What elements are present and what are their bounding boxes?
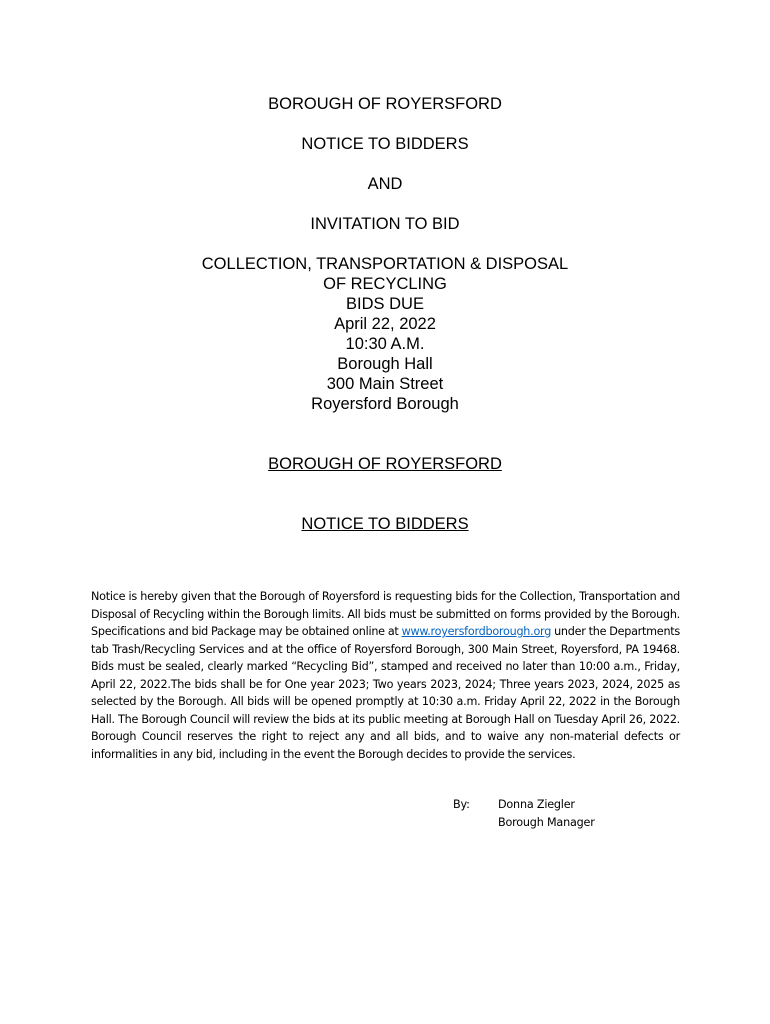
paragraph-text-after-link: under the Departments tab Trash/Recycling Services and at the office of Royersford Borough, 300 Main Street, Royersford, PA 19468. Bids must be sealed, clearly marked “Recycling Bid”, stamped and received no later than 10:00 a.m., Friday, April 22, 2022.The bids shall be for One year 2023; Two years 2023, 2024; Three years 2023, 2024, 2025 as selected by the Borough. All bids will be opened promptly at 10:30 a.m. Friday April 22, 2022 in the Borough Hall. The Borough Council will review the bids at its public meeting at Borough Hall on Tuesday April 26, 2022. Borough Council reserves the right to reject any and all bids, and to waive any non-material defects or informalities in any bid, including in the event the Borough decides to provide the services.	[91, 625, 680, 761]
section-notice-heading	[0, 514, 770, 534]
section-borough-text: BOROUGH OF ROYERSFORD	[268, 455, 502, 473]
street-address: 300 Main Street	[326, 375, 444, 393]
municipality: Royersford Borough	[311, 395, 459, 413]
title-notice: NOTICE TO BIDDERS	[301, 135, 469, 153]
paragraph-text-before-link: Notice is hereby given that the Borough of Royersford is requesting bids for the Collection, Transportation and Disposal of Recycling within the Borough limits. All bids must be submitted on forms provided by the Borough. Specifications and bid Package may be obtained online at	[91, 590, 680, 638]
notice-paragraph	[91, 588, 680, 763]
due-time: 10:30 A.M.	[345, 335, 425, 353]
title-borough: BOROUGH OF ROYERSFORD	[268, 95, 502, 113]
title-invitation: INVITATION TO BID	[310, 215, 460, 233]
signature-title: Borough Manager	[498, 816, 595, 829]
due-date: April 22, 2022	[334, 315, 436, 333]
location: Borough Hall	[337, 355, 433, 373]
borough-website-link[interactable]: www.royersfordborough.org	[401, 625, 552, 638]
signature-by-label: By:	[453, 798, 470, 811]
project-line-1: COLLECTION, TRANSPORTATION & DISPOSAL	[201, 255, 569, 273]
title-and: AND	[367, 175, 403, 193]
project-line-2: OF RECYCLING	[323, 275, 447, 293]
bids-due: BIDS DUE	[346, 295, 424, 313]
section-notice-text: NOTICE TO BIDDERS	[301, 515, 469, 533]
section-borough-heading	[0, 454, 770, 474]
signature-name: Donna Ziegler	[498, 798, 575, 811]
